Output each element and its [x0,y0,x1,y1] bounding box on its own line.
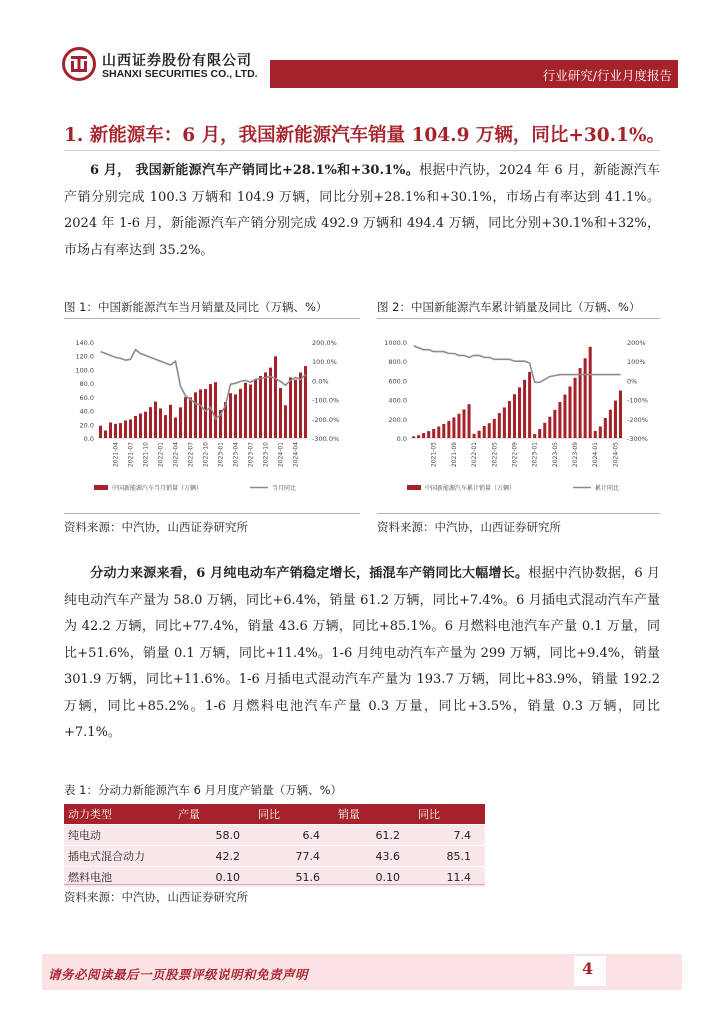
bar [119,423,122,438]
bar [159,408,162,438]
x-tick-label: 2022-09 [511,442,519,468]
table-1-source: 资料来源：中汽协，山西证券研究所 [64,890,248,904]
paragraph-1 [64,158,660,264]
x-tick-label: 2023-01 [531,442,539,468]
company-name-en: SHANXI SECURITIES CO., LTD. [102,68,258,80]
bar [174,417,177,438]
bar [553,410,556,438]
y-tick-label: 20.0 [79,421,94,430]
bar [548,417,551,438]
title-underline [64,150,660,151]
bar [462,409,465,438]
x-tick-label: 2023-07 [247,442,255,468]
bar [619,391,622,438]
y-tick-label: 800.0 [388,358,407,367]
y-tick-label: 60.0 [79,393,94,402]
legend-label-bar: 中国新能源汽车当月销量（万辆） [112,485,203,492]
bar [114,424,117,438]
paragraph-1-body: 根据中汽协，2024 年 6 月，新能源汽车产销分别完成 100.3 万辆和 104.9 万辆，同比分别+28.1%和+30.1%，市场占有率达到 41.1%。2024 年 1-6 月，新能源汽车产销分别完成 492.9 万辆和 494.4 万辆，同比分别+30.1%和+32%，市场占有率达到 35.2%。 [64,163,660,258]
y-tick-label: 600.0 [388,377,407,386]
legend-label-line: 累计同比 [595,485,620,492]
bar [184,397,187,438]
x-tick-label: 2022-01 [157,442,165,468]
bar [299,373,302,438]
bar [199,389,202,438]
x-tick-label: 2022-01 [471,442,479,468]
bar [589,347,592,438]
x-tick-label: 2024-01 [277,442,285,468]
paragraph-2-lead: 分动力来源来看，6 月纯电动车产销稳定增长，插混车产销同比大幅增长。 [90,566,529,581]
bar [538,429,541,438]
y2-tick-label: 200% [627,339,646,347]
figure-2-caption: 图 2：中国新能源汽车累计销量及同比（万辆、%） [377,300,641,314]
table-cell: 85.1 [414,846,485,867]
figure-2-top-rule [377,318,660,319]
bar [422,433,425,438]
bar [568,386,571,438]
table-header-cell: 同比 [254,804,334,825]
table-cell: 61.2 [334,825,414,846]
bar [229,393,232,438]
company-name-cn: 山西证券股份有限公司 [102,53,252,69]
bar [134,416,137,438]
bar [104,430,107,438]
y-tick-label: 200.0 [388,415,407,424]
bar [528,372,531,438]
paragraph-2 [64,561,660,747]
bar [584,358,587,438]
legend-swatch-bar [407,485,421,490]
y2-tick-label: 200.0% [312,339,337,347]
bar [179,407,182,438]
table-1-caption: 表 1：分动力新能源汽车 6 月月度产销量（万辆、%） [64,783,343,797]
bar [304,366,307,438]
x-tick-label: 2024-01 [592,442,600,468]
table-cell: 11.4 [414,867,485,888]
bar [139,414,142,438]
table-cell: 0.10 [334,867,414,888]
table-cell: 7.4 [414,825,485,846]
bar [523,380,526,438]
bar [442,424,445,438]
bar [493,419,496,438]
table-row [64,846,485,867]
bar [144,412,147,438]
bar [194,392,197,438]
bar [109,423,112,438]
bar [254,380,257,438]
bar [574,378,577,438]
bar [498,413,501,438]
table-cell: 77.4 [254,846,334,867]
bar [269,368,272,438]
y-tick-label: 100.0 [75,366,94,375]
data-table [64,804,485,887]
x-tick-label: 2024-04 [292,442,300,468]
bar [518,387,521,438]
bar [264,372,267,438]
bar [457,414,460,438]
bar [129,419,132,438]
bar [473,434,476,438]
table-cell: 42.2 [174,846,254,867]
y2-tick-label: -200.0% [312,415,340,424]
bar [513,394,516,438]
bar [488,423,491,438]
y-tick-label: 80.0 [79,380,94,389]
y2-tick-label: -100% [627,396,648,405]
table-cell: 燃料电池 [64,867,174,888]
bar [189,397,192,438]
legend-swatch-bar [94,485,108,490]
bar [508,401,511,438]
paragraph-2-body: 根据中汽协数据，6 月纯电动汽车产量为 58.0 万辆，同比+6.4%，销量 61.2 万辆，同比+7.4%。6 月插电式混动汽车产量为 42.2 万辆，同比+77.4%，销量 43.6 万辆，同比+85.1%。6 月燃料电池汽车产量 0.1 万量，同比+51.6%，销量 0.1 万辆，同比+11.4%。1-6 月纯电动汽车产量为 299 万辆，同比+9.4%，销量 301.9 万辆，同比+11.6%。1-6 月插电式混动汽车产量为 193.7 万辆，同比+83.9%，销量 192.2 万辆，同比+85.2%。1-6 月燃料电池汽车产量 0.3 万量，同比+3.5%，销量 0.3 万辆，同比+7.1%。 [64,566,661,740]
x-tick-label: 2022-07 [187,442,195,468]
y-tick-label: 0.0 [396,435,407,443]
bar [503,407,506,438]
x-tick-label: 2023-01 [217,442,225,468]
legend-label-bar: 中国新能源汽车累计销量（万辆） [425,485,516,492]
bar [249,385,252,438]
bar [604,418,607,438]
bar [284,405,287,438]
bar [169,405,172,438]
y-tick-label: 40.0 [79,407,94,416]
bar [289,377,292,438]
x-tick-label: 2024-05 [612,442,620,468]
bar [427,431,430,438]
y-tick-label: 1000.0 [384,339,407,347]
x-tick-label: 2023-04 [232,442,240,468]
x-tick-label: 2021-10 [142,442,150,468]
table-cell: 纯电动 [64,825,174,846]
y-tick-label: 140.0 [75,339,94,347]
bar [599,426,602,438]
bar [214,382,217,438]
bar [239,389,242,438]
table-header-cell: 产量 [174,804,254,825]
company-logo-icon [62,47,96,81]
table-header-cell: 同比 [414,804,485,825]
table-cell: 0.10 [174,867,254,888]
bar [154,402,157,438]
x-tick-label: 2021-05 [430,442,438,468]
table-cell: 58.0 [174,825,254,846]
table-cell: 插电式混合动力 [64,846,174,867]
y2-tick-label: 0.0% [312,377,329,386]
x-tick-label: 2023-10 [262,442,270,468]
bar [579,368,582,438]
bar [412,436,415,438]
bar [563,395,566,438]
bar [99,426,102,438]
bar [149,407,152,438]
figure-1-source: 资料来源：中汽协，山西证券研究所 [64,520,248,534]
figure-1-bottom-rule [64,513,360,514]
table-cell: 43.6 [334,846,414,867]
table-bottom-rule [64,884,485,885]
report-type: 行业研究/行业月度报告 [542,68,672,83]
bar [279,388,282,438]
footer-disclaimer: 请务必阅读最后一页股票评级说明和免责声明 [48,967,309,982]
bar [447,421,450,438]
bar [234,394,237,438]
figure-1-caption: 图 1：中国新能源汽车当月销量及同比（万辆、%） [64,300,328,314]
x-tick-label: 2022-05 [491,442,499,468]
x-tick-label: 2021-07 [127,442,135,468]
y2-tick-label: 100.0% [312,358,337,367]
figure-1-top-rule [64,318,360,319]
y2-tick-label: 0% [627,377,638,386]
bar [244,383,247,438]
bar [483,426,486,438]
table-cell: 51.6 [254,867,334,888]
bar [468,404,471,438]
y2-tick-label: -100.0% [312,396,340,405]
x-tick-label: 2022-10 [202,442,210,468]
bar [164,415,167,438]
y-tick-label: 120.0 [75,352,94,361]
bar [614,401,617,438]
bar [478,431,481,438]
bar [452,417,455,438]
x-tick-label: 2023-09 [572,442,580,468]
bar [294,380,297,438]
figure-2-source: 资料来源：中汽协，山西证券研究所 [377,520,561,534]
bar [417,435,420,438]
paragraph-1-lead: 6 月， 我国新能源汽车产销同比+28.1%和+30.1%。 [90,163,420,178]
bar [533,434,536,438]
bar [558,402,561,438]
bar [432,429,435,438]
figure-2-bottom-rule [377,513,660,514]
page-number: 4 [582,959,594,978]
y2-tick-label: -200% [627,415,648,424]
table-header-cell: 销量 [334,804,414,825]
figure-1-chart [64,322,360,512]
y2-tick-label: -300% [627,435,648,443]
y2-tick-label: -300.0% [312,435,340,443]
bar [594,431,597,438]
table-row [64,825,485,846]
bar [204,389,207,438]
y2-tick-label: 100% [627,358,646,367]
bar [259,376,262,438]
y-tick-label: 400.0 [388,396,407,405]
x-tick-label: 2022-04 [172,442,180,468]
table-header-row [64,804,485,825]
table-header-cell: 动力类型 [64,804,174,825]
x-tick-label: 2021-04 [112,442,120,468]
bar [274,356,277,438]
bar [437,427,440,438]
figure-2-chart [377,322,660,512]
bar [543,423,546,438]
y-tick-label: 0.0 [83,435,94,443]
section-title: 1. 新能源车：6 月，我国新能源汽车销量 104.9 万辆，同比+30.1%。 [64,125,666,146]
bar [609,410,612,438]
legend-label-line: 当月同比 [272,485,297,492]
table-cell: 6.4 [254,825,334,846]
bar [124,420,127,438]
x-tick-label: 2023-05 [551,442,559,468]
x-tick-label: 2021-09 [450,442,458,468]
